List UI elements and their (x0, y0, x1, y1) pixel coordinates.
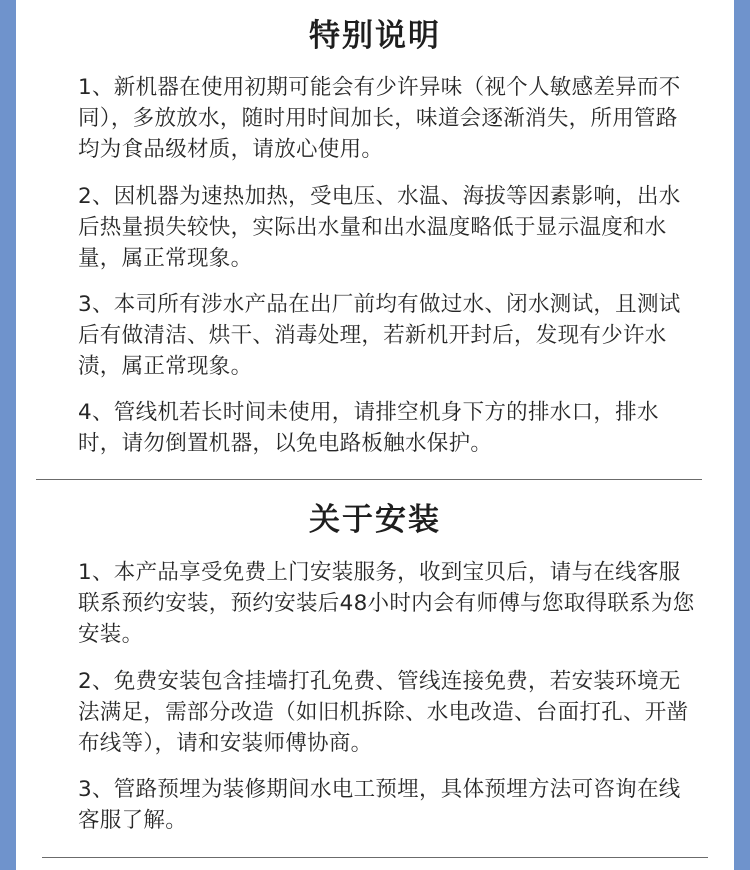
installation-title: 关于安装 (309, 502, 441, 538)
special-notes-title: 特别说明 (309, 18, 441, 54)
special-note-2: 2、因机器为速热加热，受电压、水温、海拔等因素影响，出水后热量损失较快，实际出水量和出水温度略低于显示温度和水量，属正常现象。 (78, 184, 681, 271)
special-note-4: 4、管线机若长时间未使用，请排空机身下方的排水口，排水时，请勿倒置机器，以免电路板触水保护。 (78, 400, 659, 456)
section-divider (36, 479, 702, 480)
installation-note-1: 1、本产品享受免费上门安装服务，收到宝贝后，请与在线客服联系预约安装，预约安装后48小时内会有师傅与您取得联系为您安装。 (78, 560, 695, 647)
installation-note-2: 2、免费安装包含挂墙打孔免费、管线连接免费，若安装环境无法满足，需部分改造（如旧机拆除、水电改造、台面打孔、开凿布线等），请和安装师傅协商。 (78, 669, 689, 756)
content-card (16, 0, 734, 870)
special-note-3: 3、本司所有涉水产品在出厂前均有做过水、闭水测试，且测试后有做清洁、烘干、消毒处理，若新机开封后，发现有少许水渍，属正常现象。 (78, 292, 681, 379)
installation-note-3: 3、管路预埋为装修期间水电工预埋，具体预埋方法可咨询在线客服了解。 (78, 777, 681, 833)
special-note-1: 1、新机器在使用初期可能会有少许异味（视个人敏感差异而不同），多放放水，随时用时间加长，味道会逐渐消失，所用管路均为食品级材质，请放心使用。 (78, 75, 681, 162)
bottom-divider (42, 857, 708, 858)
